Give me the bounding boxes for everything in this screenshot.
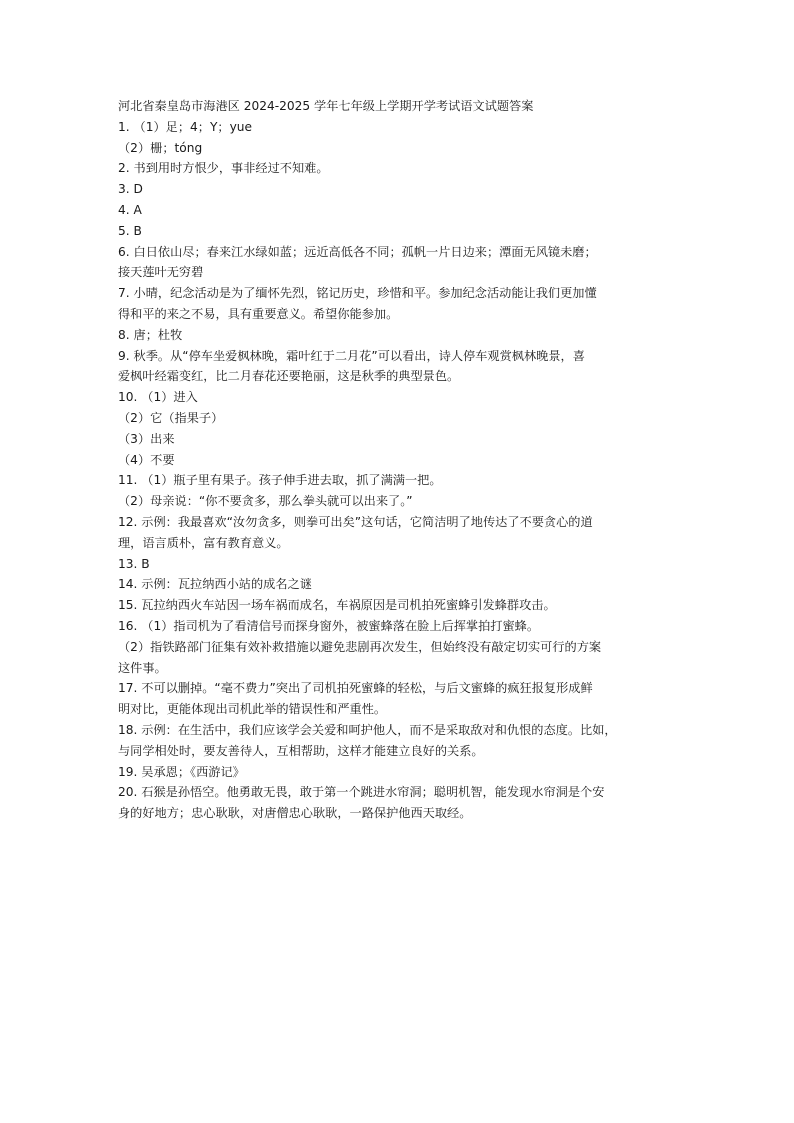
answer-line-2: 2. 书到用时方恨少，事非经过不知难。 [118, 161, 329, 176]
answer-line-3: 3. D [118, 182, 143, 197]
answer-line-6-cont: 接天莲叶无穷碧 [118, 265, 204, 280]
answer-line-15: 15. 瓦拉纳西火车站因一场车祸而成名，车祸原因是司机拍死蜜蜂引发蜂群攻击。 [118, 598, 556, 613]
answer-line-1: 1. （1）足；4；Y；yue [118, 119, 253, 134]
answer-line-13: 13. B [118, 556, 150, 571]
answer-line-10-4: （4）不要 [118, 452, 175, 467]
answer-line-20-cont: 身的好地方；忠心耿耿，对唐僧忠心耿耿，一路保护他西天取经。 [118, 806, 472, 821]
answer-line-16-2: （2）指铁路部门征集有效补救措施以避免悲剧再次发生，但始终没有敲定切实可行的方案 [118, 639, 602, 654]
answer-line-7: 7. 小晴，纪念活动是为了缅怀先烈，铭记历史，珍惜和平。参加纪念活动能让我们更加懂 [118, 286, 597, 301]
document-title: 河北省秦皇岛市海港区 2024-2025 学年七年级上学期开学考试语文试题答案 [118, 99, 534, 113]
answer-line-9: 9. 秋季。从“停车坐爱枫林晚，霜叶红于二月花”可以看出，诗人停车观赏枫林晚景，喜 [118, 348, 585, 363]
answer-line-4: 4. A [118, 202, 142, 217]
answer-line-1-2: （2）栅；tóng [118, 140, 203, 155]
answer-line-16-1: 16. （1）指司机为了看清信号而探身窗外，被蜜蜂落在脸上后挥掌拍打蜜蜂。 [118, 618, 540, 633]
answer-line-18: 18. 示例：在生活中，我们应该学会关爱和呵护他人，而不是采取敌对和仇恨的态度。比如， [118, 722, 617, 737]
answer-line-10-2: （2）它（指果子） [118, 410, 224, 425]
answer-line-9-cont: 爱枫叶经霜变红，比二月春花还要艳丽，这是秋季的典型景色。 [118, 369, 460, 384]
answer-line-12-cont: 理，语言质朴，富有教育意义。 [118, 535, 289, 550]
answer-line-11-2: （2）母亲说：“你不要贪多，那么拳头就可以出来了。” [118, 494, 413, 509]
answer-line-12: 12. 示例：我最喜欢“汝勿贪多，则拳可出矣”这句话，它简洁明了地传达了不要贪心的道 [118, 514, 593, 529]
answer-line-14: 14. 示例：瓦拉纳西小站的成名之谜 [118, 577, 312, 592]
answer-line-16-2-cont: 这件事。 [118, 660, 167, 675]
answer-line-20: 20. 石猴是孙悟空。他勇敢无畏，敢于第一个跳进水帘洞；聪明机智，能发现水帘洞是个安 [118, 785, 605, 800]
answer-line-5: 5. B [118, 223, 142, 238]
answer-line-17: 17. 不可以删掉。“毫不费力”突出了司机拍死蜜蜂的轻松，与后文蜜蜂的疯狂报复形成鲜 [118, 681, 593, 696]
answer-line-11-1: 11. （1）瓶子里有果子。孩子伸手进去取，抓了满满一把。 [118, 473, 442, 488]
answer-line-6: 6. 白日依山尽；春来江水绿如蓝；远近高低各不同；孤帆一片日边来；潭面无风镜未磨； [118, 244, 597, 259]
answer-line-19: 19. 吴承恩；《西游记》 [118, 764, 245, 779]
answer-line-8: 8. 唐；杜牧 [118, 327, 183, 342]
answer-document [118, 96, 678, 824]
answer-line-7-cont: 得和平的来之不易，具有重要意义。希望你能参加。 [118, 306, 399, 321]
answer-line-18-cont: 与同学相处时，要友善待人，互相帮助，这样才能建立良好的关系。 [118, 743, 484, 758]
answer-line-17-cont: 明对比，更能体现出司机此举的错误性和严重性。 [118, 702, 387, 717]
answer-line-10-1: 10. （1）进入 [118, 390, 198, 405]
answer-line-10-3: （3）出来 [118, 431, 175, 446]
